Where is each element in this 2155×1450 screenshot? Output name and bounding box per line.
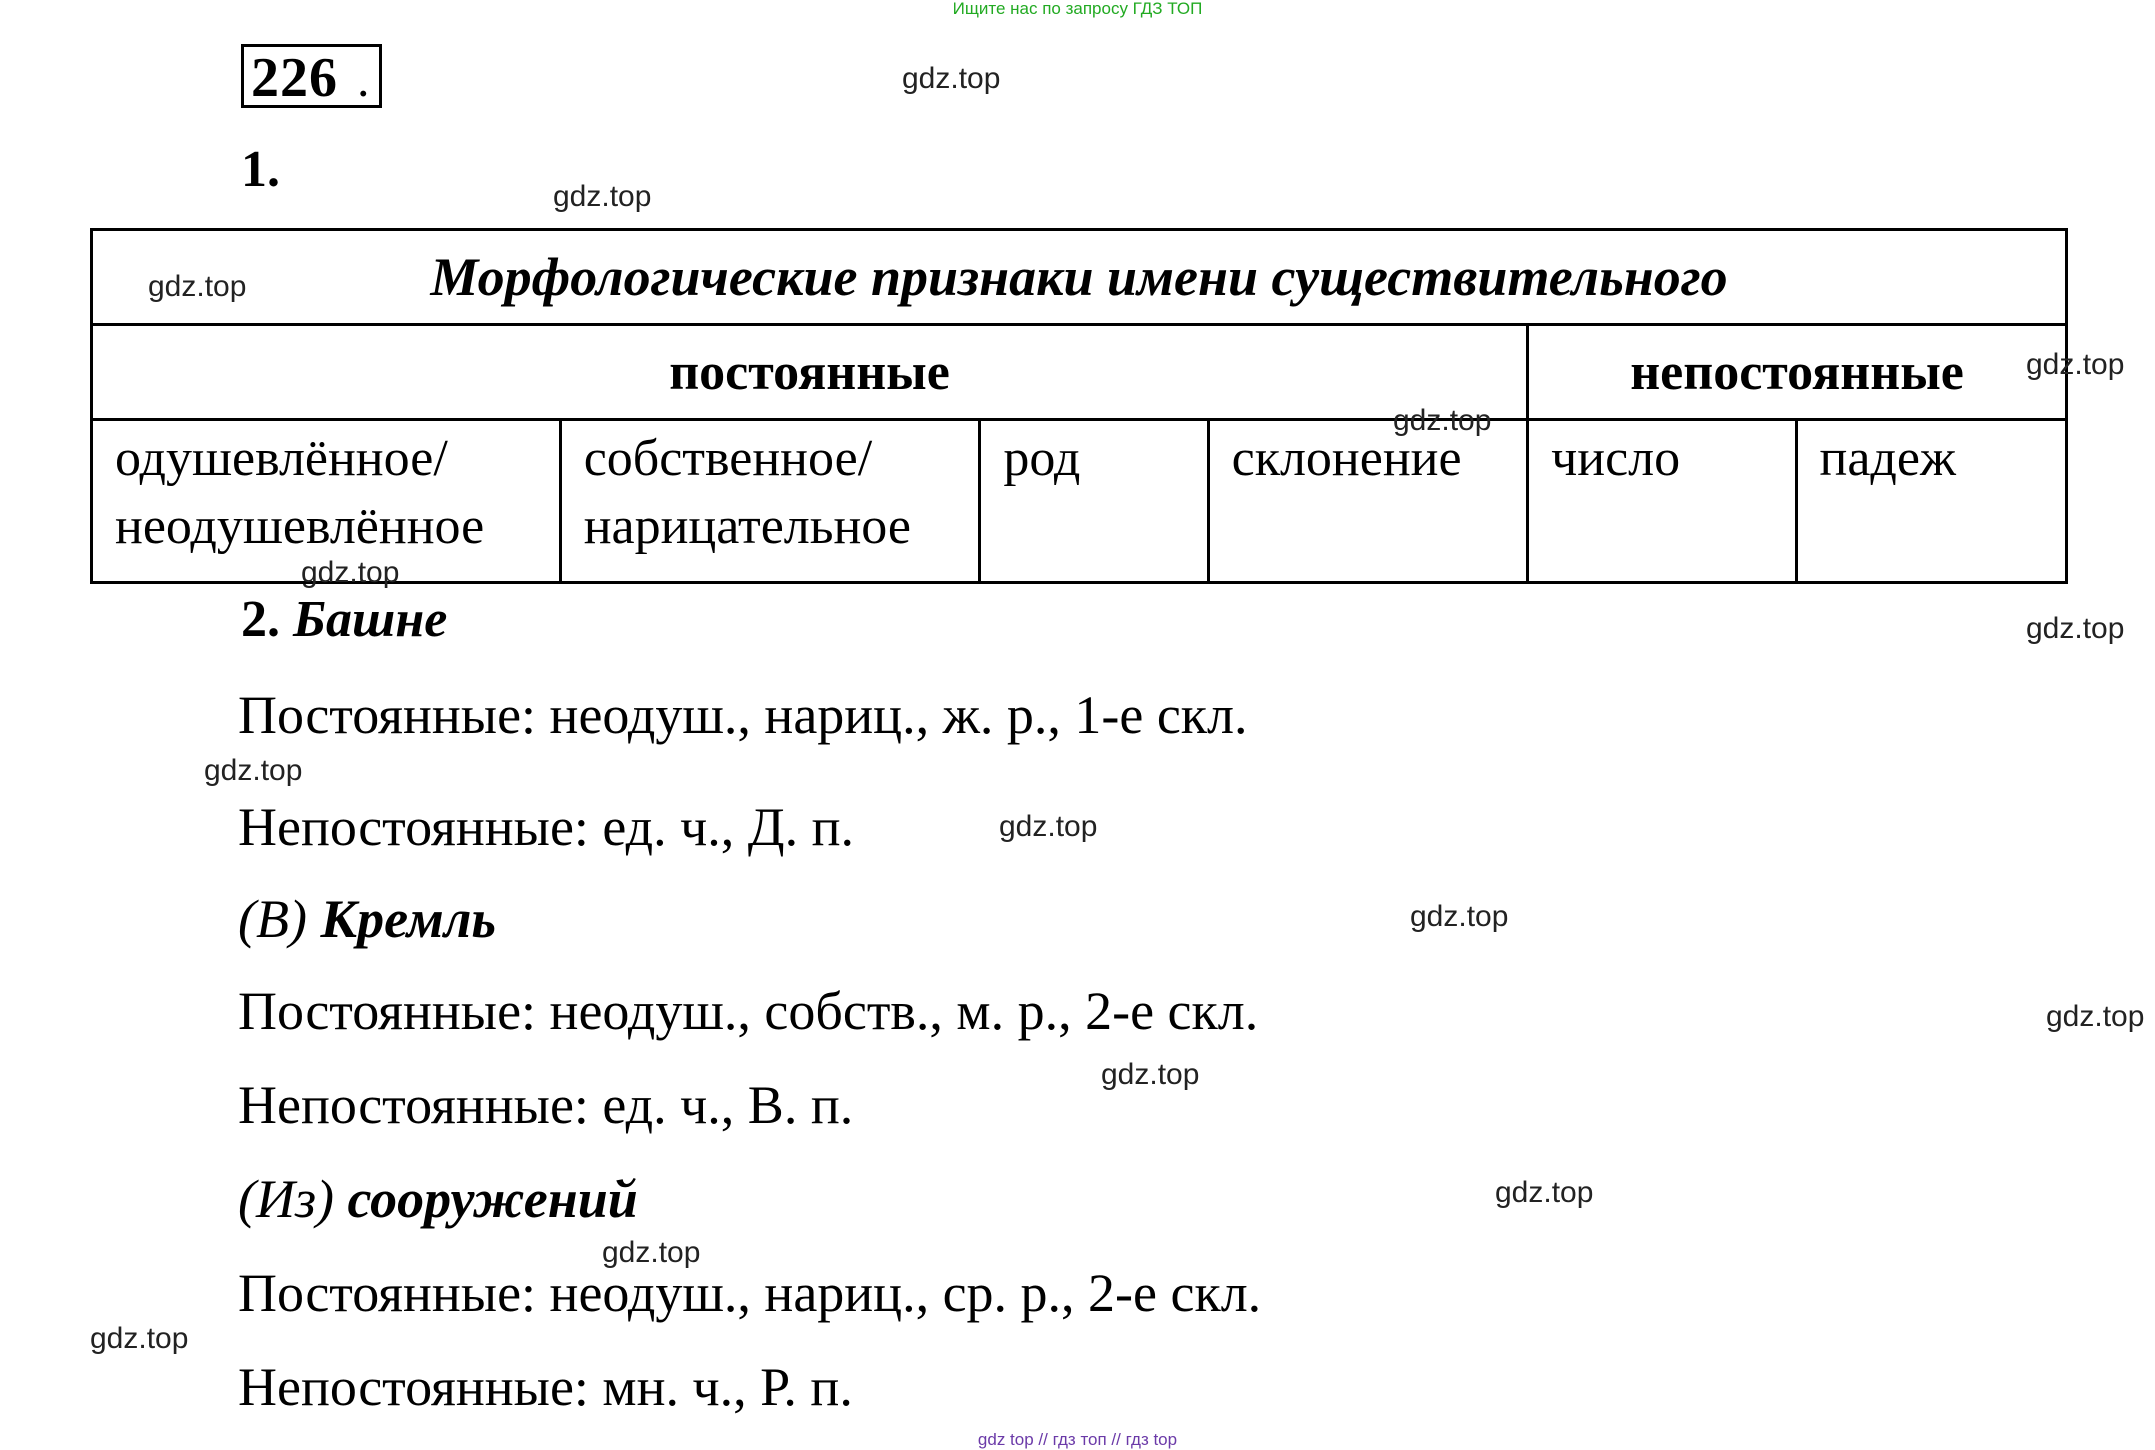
watermark: gdz.top <box>204 754 303 787</box>
step-two-number: 2. <box>241 591 280 648</box>
morphology-table <box>90 228 2068 584</box>
cell-gender <box>980 420 1208 583</box>
table-title: Морфологические признаки имени существительного <box>92 230 2067 325</box>
heading-sooruzheniy-word: сооружений <box>347 1169 638 1229</box>
heading-sooruzheniy <box>238 1168 638 1230</box>
watermark: gdz.top <box>1495 1176 1594 1209</box>
watermark: gdz.top <box>301 556 400 589</box>
watermark: gdz.top <box>999 810 1098 843</box>
step-two-heading <box>241 590 447 649</box>
search-banner: Ищите нас по запросу ГДЗ ТОП <box>952 0 1203 18</box>
watermark: gdz.top <box>90 1322 189 1355</box>
watermark: gdz.top <box>2026 348 2125 381</box>
task-number: 226 <box>251 47 338 109</box>
heading-kreml <box>238 888 496 950</box>
cell-text: неодушевлённое <box>115 498 485 555</box>
cell-case <box>1796 420 2067 583</box>
line-variable-2: Непостоянные: ед. ч., В. п. <box>238 1075 854 1135</box>
task-number-dot: . <box>357 51 370 107</box>
cell-text: собственное/ <box>583 430 873 487</box>
watermark: gdz.top <box>902 62 1001 95</box>
cell-text: число <box>1551 430 1681 487</box>
line-constant-1: Постоянные: неодуш., нариц., ж. р., 1-е скл. <box>238 685 1248 745</box>
line-variable-3: Непостоянные: мн. ч., Р. п. <box>238 1357 853 1417</box>
footer-watermark: gdz top // гдз топ // гдз top <box>977 1430 1178 1449</box>
cell-text: падеж <box>1819 430 1956 487</box>
group-constant-header: постоянные <box>92 325 1528 420</box>
watermark: gdz.top <box>2046 1000 2145 1033</box>
line-constant-2: Постоянные: неодуш., собств., м. р., 2-е скл. <box>238 981 1259 1041</box>
watermark: gdz.top <box>1101 1058 1200 1091</box>
cell-declension <box>1208 420 1527 583</box>
heading-kreml-word: Кремль <box>320 889 497 949</box>
line-constant-3: Постоянные: неодуш., нариц., ср. р., 2-е скл. <box>238 1263 1262 1323</box>
group-variable-header: непостоянные <box>1528 325 2067 420</box>
cell-text: нарицательное <box>583 498 911 555</box>
watermark: gdz.top <box>1393 404 1492 437</box>
heading-kreml-prep: (В) <box>238 889 307 949</box>
cell-number <box>1528 420 1796 583</box>
cell-text: род <box>1003 430 1081 487</box>
cell-text: склонение <box>1231 430 1462 487</box>
line-variable-1: Непостоянные: ед. ч., Д. п. <box>238 797 855 857</box>
watermark: gdz.top <box>2026 612 2125 645</box>
watermark: gdz.top <box>1410 900 1509 933</box>
cell-proper-common <box>560 420 980 583</box>
watermark: gdz.top <box>553 180 652 213</box>
watermark: gdz.top <box>602 1236 701 1269</box>
watermark: gdz.top <box>148 270 247 303</box>
step-one-label: 1. <box>241 141 280 198</box>
cell-text: одушевлённое/ <box>115 430 448 487</box>
step-two-word: Башне <box>293 591 448 648</box>
heading-sooruzheniy-prep: (Из) <box>238 1169 335 1229</box>
